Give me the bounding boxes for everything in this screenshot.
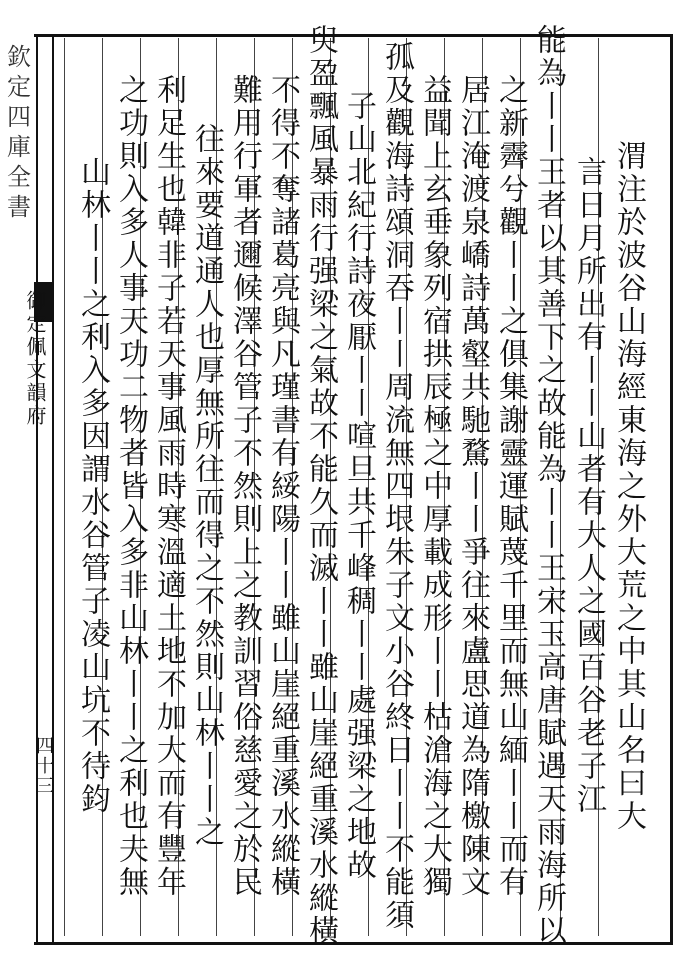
text-column-15: 山林丨丨之利入多因謂水谷管子凌山坑不待鈞 xyxy=(75,156,110,816)
text-column-3: 能為丨丨王者以其善下之故能為丨丨王宋玉高唐賦遇天雨海所以 xyxy=(531,24,566,948)
text-column-2: 言日月所出有丨丨山者有大人之國百谷老子江 xyxy=(571,156,606,816)
text-column-5: 居江淹渡泉嶠詩萬壑共馳騖丨丨爭往來盧思道為隋檄陳文 xyxy=(455,73,490,899)
text-column-7: 孤及觀海詩頌洞吞丨丨周流無四垠朱子文小谷終日丨丨不能須 xyxy=(379,40,414,932)
text-column-11: 難用行軍者邇候澤谷管子不然則上之教訓習俗慈愛之於民 xyxy=(227,73,262,899)
text-column-8: 子山北紀行詩夜厭丨丨喧旦共千峰稠丨丨處强梁之地故 xyxy=(341,90,376,882)
text-column-4: 之新霽兮觀丨丨之俱集謝靈運賦蔑千里而無山緬丨丨而有 xyxy=(493,73,528,899)
text-column-14: 之功則入多人事天功二物者皆入多非山林丨丨之利也夫無 xyxy=(113,73,148,899)
text-column-10: 不得不奪諸葛亮與凡瑾書有綏陽丨丨雖山崖絕重溪水縱橫 xyxy=(265,73,300,899)
text-column-6: 益聞上玄垂象列宿拱辰極之中厚載成形丨丨枯滄海之大獨 xyxy=(417,73,452,899)
text-column-1: 渭注於波谷山海經東海之外大荒之中其山名曰大 xyxy=(611,139,646,833)
text-column-13: 利足生也韓非子若天事風雨時寒溫適土地不加大而有豐年 xyxy=(151,73,186,899)
book-title: 御定佩文韻府 xyxy=(23,290,47,428)
spine-title: 欽定四庫全書 xyxy=(2,44,31,224)
text-column-12: 往來要道通人也厚無所往而得之不然則山林丨丨之 xyxy=(189,123,224,849)
page-number: 四十三 xyxy=(33,736,54,796)
text-column-9: 臾盈飄風暴雨行强梁之氣故不能久而滅丨丨雖山崖絕重溪水縱橫 xyxy=(303,24,338,948)
